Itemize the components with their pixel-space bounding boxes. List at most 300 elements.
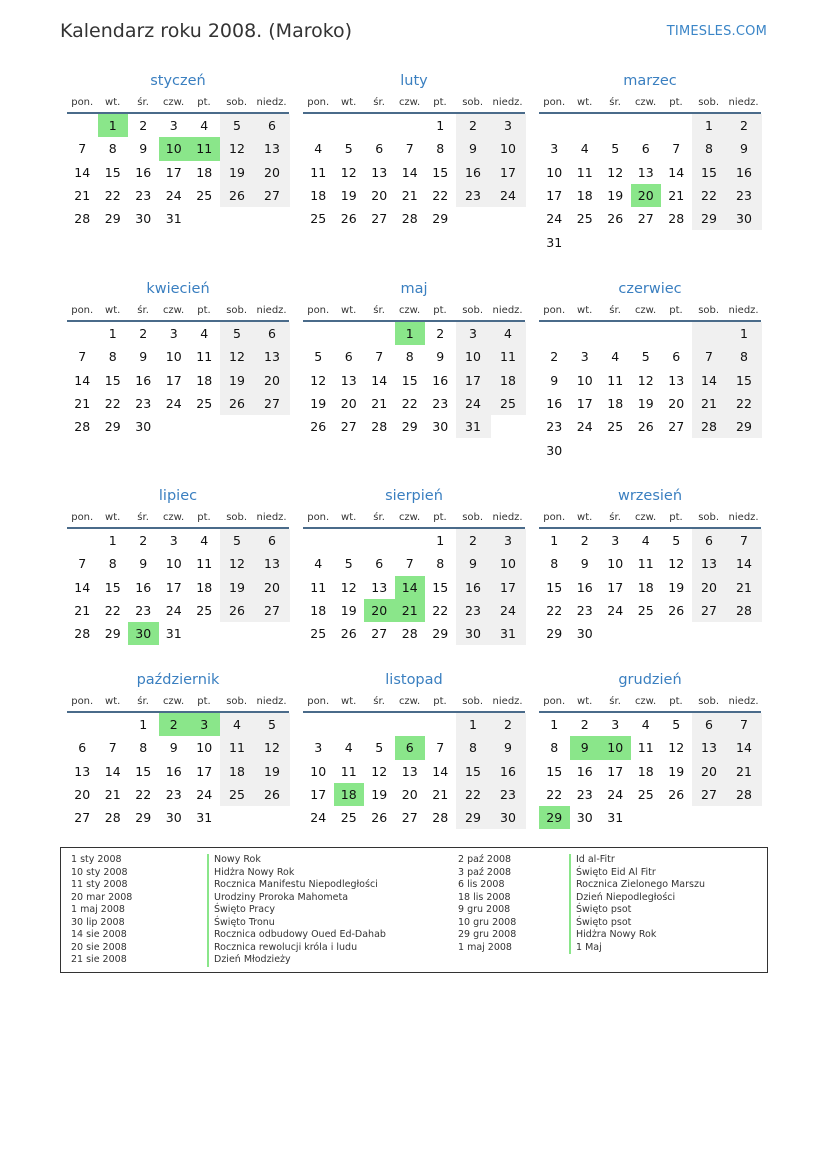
day-cell: 18 — [196, 372, 213, 388]
day-cell: 20 — [364, 599, 395, 622]
weekday-label: pt. — [433, 512, 447, 523]
weekday-label: niedz. — [256, 696, 287, 707]
day-cell: 12 — [255, 736, 290, 759]
day-cell: 26 — [220, 184, 255, 207]
weekday-label: czw. — [162, 512, 185, 523]
empty-cell — [491, 207, 526, 230]
legend-date: 1 maj 2008 — [458, 941, 512, 953]
day-cell: 20 — [255, 576, 290, 599]
day-cell: 12 — [668, 740, 685, 756]
empty-cell — [67, 114, 98, 137]
day-cell: 7 — [436, 740, 445, 756]
day-cell: 11 — [637, 740, 654, 756]
day-cell: 15 — [432, 579, 449, 595]
empty-cell — [189, 415, 220, 438]
day-cell: 26 — [340, 211, 357, 227]
day-cell: 10 — [165, 556, 182, 572]
day-cell: 3 — [550, 141, 559, 157]
day-cell: 4 — [491, 322, 526, 345]
day-cell: 17 — [607, 763, 624, 779]
day-cell: 3 — [611, 533, 620, 549]
weekday-label: pt. — [197, 696, 211, 707]
day-cell: 9 — [456, 137, 491, 160]
day-cell: 15 — [456, 760, 491, 783]
day-cell: 25 — [637, 787, 654, 803]
weekday-label: pon. — [543, 512, 566, 523]
day-cell: 11 — [491, 345, 526, 368]
day-cell: 25 — [310, 626, 327, 642]
day-cell: 9 — [436, 349, 445, 365]
weekday-label: wt. — [341, 305, 357, 316]
day-cell: 26 — [220, 599, 255, 622]
day-cell: 24 — [456, 392, 491, 415]
day-cell: 6 — [375, 141, 384, 157]
day-cell: 16 — [576, 763, 593, 779]
legend-date: 11 sty 2008 — [71, 879, 128, 890]
day-cell: 2 — [456, 114, 491, 137]
day-cell: 21 — [668, 188, 685, 204]
legend-date: 1 maj 2008 — [71, 904, 125, 915]
day-cell: 4 — [314, 556, 323, 572]
month-calendar — [303, 669, 525, 829]
day-cell: 14 — [74, 372, 91, 388]
day-cell: 25 — [196, 188, 213, 204]
weekday-label: wt. — [577, 696, 593, 707]
day-grid — [539, 114, 761, 254]
day-cell: 27 — [340, 419, 357, 435]
day-cell: 16 — [491, 760, 526, 783]
day-cell: 27 — [637, 211, 654, 227]
weekday-label: śr. — [137, 696, 149, 707]
day-cell: 7 — [672, 141, 681, 157]
day-cell: 5 — [375, 740, 384, 756]
day-cell: 18 — [334, 783, 365, 806]
legend-dates-right — [458, 854, 516, 954]
day-cell: 14 — [395, 576, 426, 599]
empty-cell — [303, 114, 334, 137]
month-name: maj — [400, 281, 428, 297]
legend-date: 29 gru 2008 — [458, 929, 517, 940]
site-link[interactable]: TIMESLES.COM — [666, 24, 767, 39]
day-cell: 1 — [550, 717, 559, 733]
day-cell: 31 — [165, 211, 182, 227]
day-cell: 27 — [255, 184, 290, 207]
day-cell: 31 — [607, 810, 624, 826]
day-cell: 14 — [74, 579, 91, 595]
month-name: listopad — [385, 672, 443, 688]
weekday-label: sob. — [226, 97, 248, 108]
weekday-label: pon. — [71, 97, 94, 108]
weekday-label: niedz. — [256, 512, 287, 523]
day-cell: 21 — [104, 787, 121, 803]
day-cell: 4 — [200, 118, 209, 134]
month-name: grudzień — [618, 672, 682, 688]
empty-cell — [692, 622, 727, 645]
empty-cell — [425, 713, 456, 736]
legend-holiday-name: Dzień Niepodległości — [569, 892, 705, 905]
day-cell: 10 — [576, 372, 593, 388]
day-grid — [303, 529, 525, 645]
day-cell: 2 — [491, 713, 526, 736]
day-cell: 29 — [432, 626, 449, 642]
weekday-label: wt. — [105, 305, 121, 316]
day-cell: 19 — [340, 603, 357, 619]
day-cell: 13 — [255, 137, 290, 160]
day-cell: 29 — [104, 211, 121, 227]
weekday-header — [303, 302, 525, 322]
day-cell: 19 — [220, 369, 255, 392]
legend-holiday-name: Rocznica Zielonego Marszu — [569, 879, 705, 892]
day-cell: 19 — [220, 161, 255, 184]
day-cell: 28 — [74, 211, 91, 227]
day-cell: 24 — [310, 810, 327, 826]
day-cell: 18 — [310, 603, 327, 619]
day-cell: 19 — [220, 576, 255, 599]
weekday-label: wt. — [341, 512, 357, 523]
day-cell: 6 — [255, 322, 290, 345]
weekday-label: sob. — [698, 305, 720, 316]
day-grid — [67, 713, 289, 829]
day-cell: 5 — [672, 717, 681, 733]
month-name: czerwiec — [618, 281, 682, 297]
day-cell: 19 — [340, 188, 357, 204]
empty-cell — [220, 622, 255, 645]
day-cell: 31 — [196, 810, 213, 826]
day-cell: 14 — [692, 369, 727, 392]
day-cell: 20 — [371, 188, 388, 204]
weekday-label: pon. — [543, 97, 566, 108]
weekday-label: niedz. — [492, 97, 523, 108]
day-cell: 14 — [401, 164, 418, 180]
weekday-label: niedz. — [728, 305, 759, 316]
month-name: wrzesień — [617, 488, 683, 504]
weekday-label: pt. — [669, 512, 683, 523]
day-cell: 29 — [692, 207, 727, 230]
day-cell: 23 — [546, 419, 563, 435]
day-cell: 25 — [196, 396, 213, 412]
legend-holiday-name: Święto psot — [569, 904, 705, 917]
day-cell: 4 — [641, 717, 650, 733]
day-cell: 5 — [220, 114, 255, 137]
empty-cell — [67, 529, 98, 552]
day-cell: 20 — [668, 396, 685, 412]
weekday-header — [67, 94, 289, 114]
empty-cell — [395, 529, 426, 552]
empty-cell — [692, 438, 727, 461]
weekday-label: sob. — [462, 305, 484, 316]
day-cell: 23 — [135, 603, 152, 619]
day-cell: 18 — [491, 369, 526, 392]
day-cell: 15 — [692, 161, 727, 184]
day-cell: 3 — [169, 118, 178, 134]
day-cell: 18 — [637, 579, 654, 595]
month-calendar — [303, 485, 525, 645]
day-cell: 17 — [491, 161, 526, 184]
day-cell: 6 — [692, 713, 727, 736]
legend-date: 9 gru 2008 — [458, 904, 511, 915]
day-cell: 20 — [401, 787, 418, 803]
day-cell: 2 — [159, 713, 190, 736]
empty-cell — [98, 713, 129, 736]
legend-holiday-name: Urodziny Proroka Mahometa — [207, 892, 386, 905]
day-cell: 27 — [401, 810, 418, 826]
weekday-label: pon. — [71, 305, 94, 316]
weekday-label: sob. — [462, 696, 484, 707]
day-cell: 8 — [108, 141, 117, 157]
legend-date: 2 paź 2008 — [458, 854, 512, 865]
weekday-label: pt. — [669, 305, 683, 316]
legend-holiday-name: Święto Eid Al Fitr — [569, 867, 705, 880]
legend-holiday-name: Święto Tronu — [207, 917, 386, 930]
empty-cell — [600, 438, 631, 461]
weekday-header — [303, 94, 525, 114]
day-cell: 15 — [546, 763, 563, 779]
day-cell: 16 — [135, 164, 152, 180]
day-cell: 7 — [727, 713, 762, 736]
day-cell: 26 — [220, 392, 255, 415]
weekday-label: pt. — [197, 512, 211, 523]
empty-cell — [661, 230, 692, 253]
day-cell: 16 — [576, 579, 593, 595]
weekday-label: wt. — [105, 97, 121, 108]
day-cell: 21 — [74, 188, 91, 204]
day-cell: 30 — [128, 622, 159, 645]
day-cell: 16 — [727, 161, 762, 184]
day-cell: 21 — [395, 599, 426, 622]
empty-cell — [570, 230, 601, 253]
weekday-label: sob. — [698, 97, 720, 108]
day-cell: 25 — [491, 392, 526, 415]
day-cell: 11 — [220, 736, 255, 759]
day-cell: 26 — [607, 211, 624, 227]
weekday-label: sob. — [226, 512, 248, 523]
day-cell: 4 — [220, 713, 255, 736]
day-cell: 19 — [668, 763, 685, 779]
day-cell: 13 — [692, 552, 727, 575]
day-cell: 22 — [104, 603, 121, 619]
day-cell: 26 — [340, 626, 357, 642]
day-cell: 5 — [344, 556, 353, 572]
day-cell: 22 — [456, 783, 491, 806]
day-cell: 17 — [165, 579, 182, 595]
day-cell: 2 — [456, 529, 491, 552]
day-cell: 2 — [727, 114, 762, 137]
day-cell: 12 — [220, 137, 255, 160]
empty-cell — [67, 713, 98, 736]
day-cell: 18 — [637, 763, 654, 779]
weekday-header — [539, 302, 761, 322]
day-cell: 12 — [340, 164, 357, 180]
weekday-label: sob. — [226, 305, 248, 316]
day-cell: 15 — [432, 164, 449, 180]
legend-date: 6 lis 2008 — [458, 879, 505, 890]
weekday-label: śr. — [609, 512, 621, 523]
day-cell: 13 — [255, 552, 290, 575]
day-cell: 2 — [139, 118, 148, 134]
weekday-label: czw. — [398, 97, 421, 108]
day-cell: 16 — [135, 579, 152, 595]
day-cell: 27 — [255, 392, 290, 415]
day-cell: 11 — [637, 556, 654, 572]
day-cell: 6 — [255, 529, 290, 552]
month-name: kwiecień — [146, 281, 210, 297]
day-cell: 21 — [74, 396, 91, 412]
day-cell: 9 — [139, 349, 148, 365]
weekday-label: wt. — [341, 97, 357, 108]
legend-date: 20 mar 2008 — [71, 891, 133, 903]
legend-date: 21 sie 2008 — [71, 954, 127, 965]
day-cell: 24 — [165, 603, 182, 619]
day-cell: 11 — [576, 164, 593, 180]
weekday-label: pon. — [307, 696, 330, 707]
month-name: styczeń — [150, 73, 206, 89]
day-cell: 10 — [165, 349, 182, 365]
day-cell: 5 — [672, 533, 681, 549]
day-cell: 1 — [395, 322, 426, 345]
day-cell: 2 — [550, 349, 559, 365]
empty-cell — [364, 114, 395, 137]
legend-date: 10 gru 2008 — [458, 916, 517, 928]
empty-cell — [220, 207, 255, 230]
day-cell: 22 — [401, 396, 418, 412]
empty-cell — [255, 207, 290, 230]
empty-cell — [600, 622, 631, 645]
empty-cell — [727, 230, 762, 253]
day-cell: 13 — [371, 164, 388, 180]
day-cell: 17 — [456, 369, 491, 392]
day-cell: 29 — [539, 806, 570, 829]
day-cell: 10 — [546, 164, 563, 180]
empty-cell — [692, 322, 727, 345]
weekday-label: śr. — [137, 97, 149, 108]
weekday-label: wt. — [105, 512, 121, 523]
day-cell: 6 — [375, 556, 384, 572]
day-cell: 3 — [169, 533, 178, 549]
day-cell: 15 — [546, 579, 563, 595]
day-cell: 23 — [135, 188, 152, 204]
day-cell: 18 — [310, 188, 327, 204]
empty-cell — [334, 322, 365, 345]
day-cell: 28 — [74, 419, 91, 435]
day-cell: 9 — [139, 141, 148, 157]
weekday-label: czw. — [398, 305, 421, 316]
day-cell: 22 — [546, 603, 563, 619]
day-cell: 8 — [108, 349, 117, 365]
day-cell: 22 — [692, 184, 727, 207]
day-cell: 23 — [165, 787, 182, 803]
day-cell: 14 — [727, 552, 762, 575]
day-cell: 29 — [456, 806, 491, 829]
day-cell: 8 — [436, 141, 445, 157]
day-cell: 7 — [727, 529, 762, 552]
day-cell: 16 — [546, 396, 563, 412]
day-cell: 11 — [196, 556, 213, 572]
weekday-label: wt. — [105, 696, 121, 707]
empty-cell — [661, 438, 692, 461]
day-cell: 30 — [491, 806, 526, 829]
empty-cell — [334, 114, 365, 137]
month-calendar — [539, 485, 761, 645]
day-cell: 7 — [78, 556, 87, 572]
day-cell: 1 — [108, 326, 117, 342]
day-cell: 27 — [371, 626, 388, 642]
day-cell: 27 — [255, 599, 290, 622]
weekday-label: pon. — [71, 512, 94, 523]
weekday-label: pt. — [197, 305, 211, 316]
day-cell: 26 — [310, 419, 327, 435]
weekday-header — [67, 693, 289, 713]
day-cell: 25 — [310, 211, 327, 227]
empty-cell — [364, 529, 395, 552]
day-cell: 12 — [220, 552, 255, 575]
empty-cell — [570, 114, 601, 137]
empty-cell — [303, 713, 334, 736]
weekday-label: sob. — [698, 696, 720, 707]
day-cell: 28 — [74, 626, 91, 642]
day-cell: 15 — [401, 372, 418, 388]
day-cell: 24 — [491, 184, 526, 207]
day-cell: 29 — [401, 419, 418, 435]
day-cell: 28 — [432, 810, 449, 826]
day-cell: 2 — [436, 326, 445, 342]
day-cell: 24 — [165, 188, 182, 204]
day-cell: 7 — [405, 556, 414, 572]
day-cell: 27 — [692, 783, 727, 806]
day-cell: 26 — [668, 603, 685, 619]
legend-date: 20 sie 2008 — [71, 941, 127, 953]
empty-cell — [220, 415, 255, 438]
day-cell: 9 — [570, 736, 601, 759]
day-cell: 8 — [456, 736, 491, 759]
day-cell: 3 — [456, 322, 491, 345]
day-cell: 3 — [189, 713, 220, 736]
day-cell: 9 — [139, 556, 148, 572]
day-cell: 25 — [637, 603, 654, 619]
weekday-label: niedz. — [256, 305, 287, 316]
empty-cell — [600, 322, 631, 345]
weekday-label: śr. — [373, 696, 385, 707]
legend-date: 30 lip 2008 — [71, 916, 125, 928]
day-cell: 23 — [456, 599, 491, 622]
day-cell: 4 — [580, 141, 589, 157]
empty-cell — [631, 230, 662, 253]
day-cell: 20 — [255, 369, 290, 392]
weekday-label: śr. — [609, 97, 621, 108]
empty-cell — [570, 322, 601, 345]
day-cell: 27 — [668, 419, 685, 435]
day-cell: 20 — [74, 787, 91, 803]
day-cell: 25 — [340, 810, 357, 826]
day-cell: 22 — [135, 787, 152, 803]
day-cell: 18 — [196, 579, 213, 595]
weekday-header — [303, 693, 525, 713]
day-cell: 10 — [600, 736, 631, 759]
day-cell: 28 — [692, 415, 727, 438]
day-cell: 23 — [727, 184, 762, 207]
day-cell: 29 — [104, 419, 121, 435]
holiday-legend — [60, 847, 768, 973]
legend-holiday-name: Nowy Rok — [207, 854, 386, 867]
weekday-header — [67, 509, 289, 529]
day-cell: 5 — [255, 713, 290, 736]
day-cell: 4 — [344, 740, 353, 756]
day-cell: 8 — [692, 137, 727, 160]
day-cell: 6 — [641, 141, 650, 157]
day-cell: 23 — [456, 184, 491, 207]
weekday-label: niedz. — [256, 97, 287, 108]
empty-cell — [255, 415, 290, 438]
legend-holiday-name: Hidżra Nowy Rok — [569, 929, 705, 942]
